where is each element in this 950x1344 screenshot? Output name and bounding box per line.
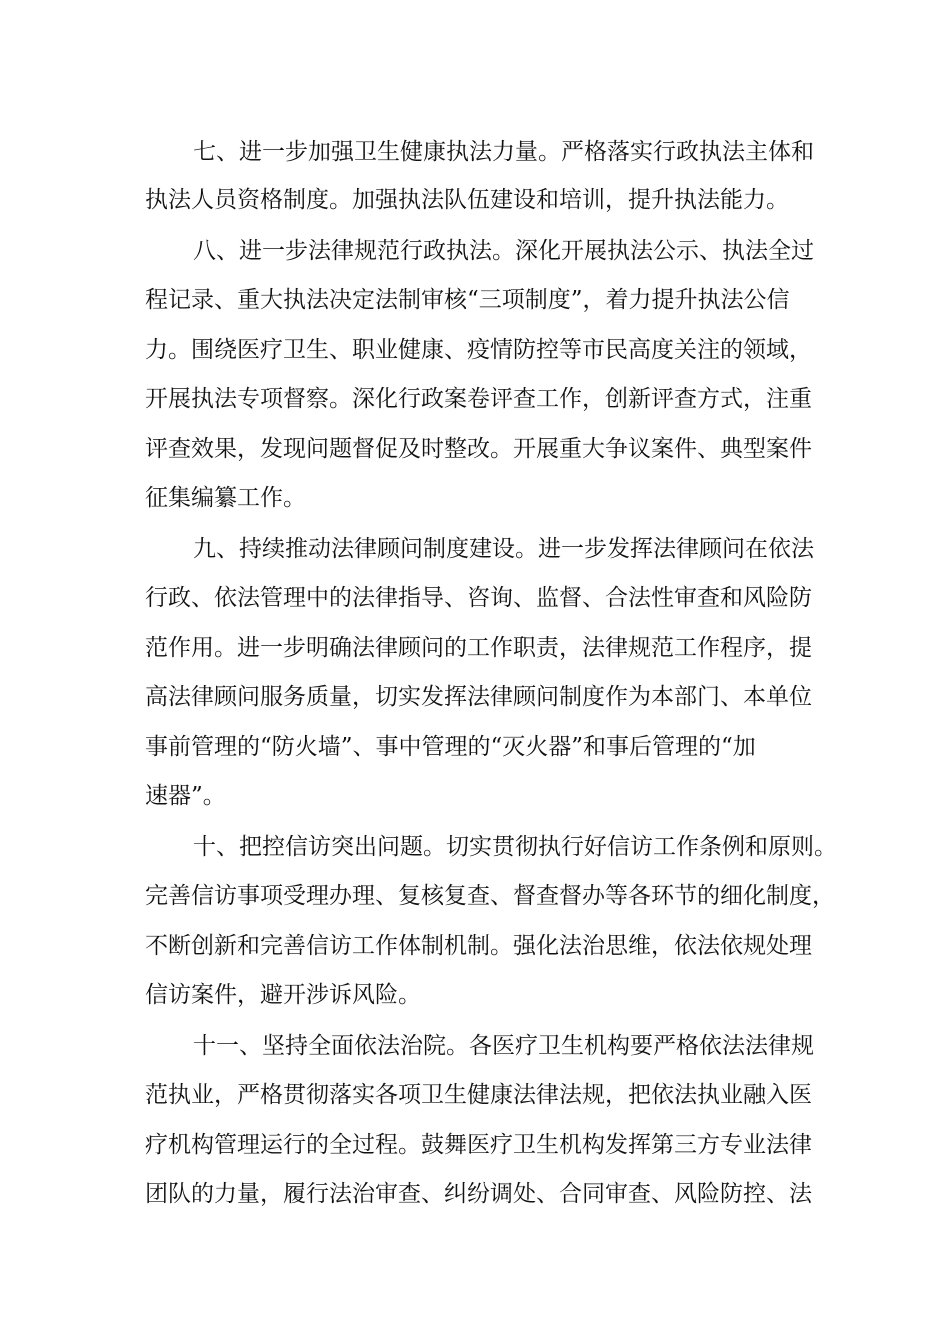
paragraph-line: 开展执法专项督察。深化行政案卷评查工作，创新评查方式，注重 <box>145 386 812 412</box>
paragraph-line: 范执业，严格贯彻落实各项卫生健康法律法规，把依法执业融入医 <box>145 1082 812 1108</box>
paragraph-line: 评查效果，发现问题督促及时整改。开展重大争议案件、典型案件 <box>145 436 812 462</box>
paragraph-line: 范作用。进一步明确法律顾问的工作职责，法律规范工作程序，提 <box>145 635 812 661</box>
paragraph-line: 征集编纂工作。 <box>145 485 306 511</box>
paragraph-line: 事前管理的“防火墙”、事中管理的“灭火器”和事后管理的“加 <box>145 734 756 760</box>
paragraph-line: 八、进一步法律规范行政执法。深化开展执法公示、执法全过 <box>193 238 814 264</box>
paragraph-line: 十一、坚持全面依法治院。各医疗卫生机构要严格依法法律规 <box>193 1033 814 1059</box>
paragraph-line: 行政、依法管理中的法律指导、咨询、监督、合法性审查和风险防 <box>145 585 812 611</box>
paragraph-line: 团队的力量，履行法治审查、纠纷调处、合同审查、风险防控、法 <box>145 1181 812 1207</box>
paragraph-line: 疗机构管理运行的全过程。鼓舞医疗卫生机构发挥第三方专业法律 <box>145 1132 812 1158</box>
paragraph-line: 高法律顾问服务质量，切实发挥法律顾问制度作为本部门、本单位 <box>145 684 812 710</box>
paragraph-line: 信访案件，避开涉诉风险。 <box>145 982 421 1008</box>
paragraph-line: 九、持续推动法律顾问制度建设。进一步发挥法律顾问在依法 <box>193 536 814 562</box>
paragraph-line: 七、进一步加强卫生健康执法力量。严格落实行政执法主体和 <box>193 139 814 165</box>
paragraph-line: 程记录、重大执法决定法制审核“三项制度”，着力提升执法公信 <box>145 287 790 313</box>
paragraph-line: 完善信访事项受理办理、复核复查、督查督办等各环节的细化制度， <box>145 883 835 909</box>
paragraph-line: 力。围绕医疗卫生、职业健康、疫情防控等市民高度关注的领域， <box>145 337 812 363</box>
paragraph-line: 十、把控信访突出问题。切实贯彻执行好信访工作条例和原则。 <box>193 834 837 860</box>
paragraph-line: 速器”。 <box>145 783 226 809</box>
paragraph-line: 不断创新和完善信访工作体制机制。强化法治思维，依法依规处理 <box>145 933 812 959</box>
paragraph-line: 执法人员资格制度。加强执法队伍建设和培训，提升执法能力。 <box>145 187 789 213</box>
